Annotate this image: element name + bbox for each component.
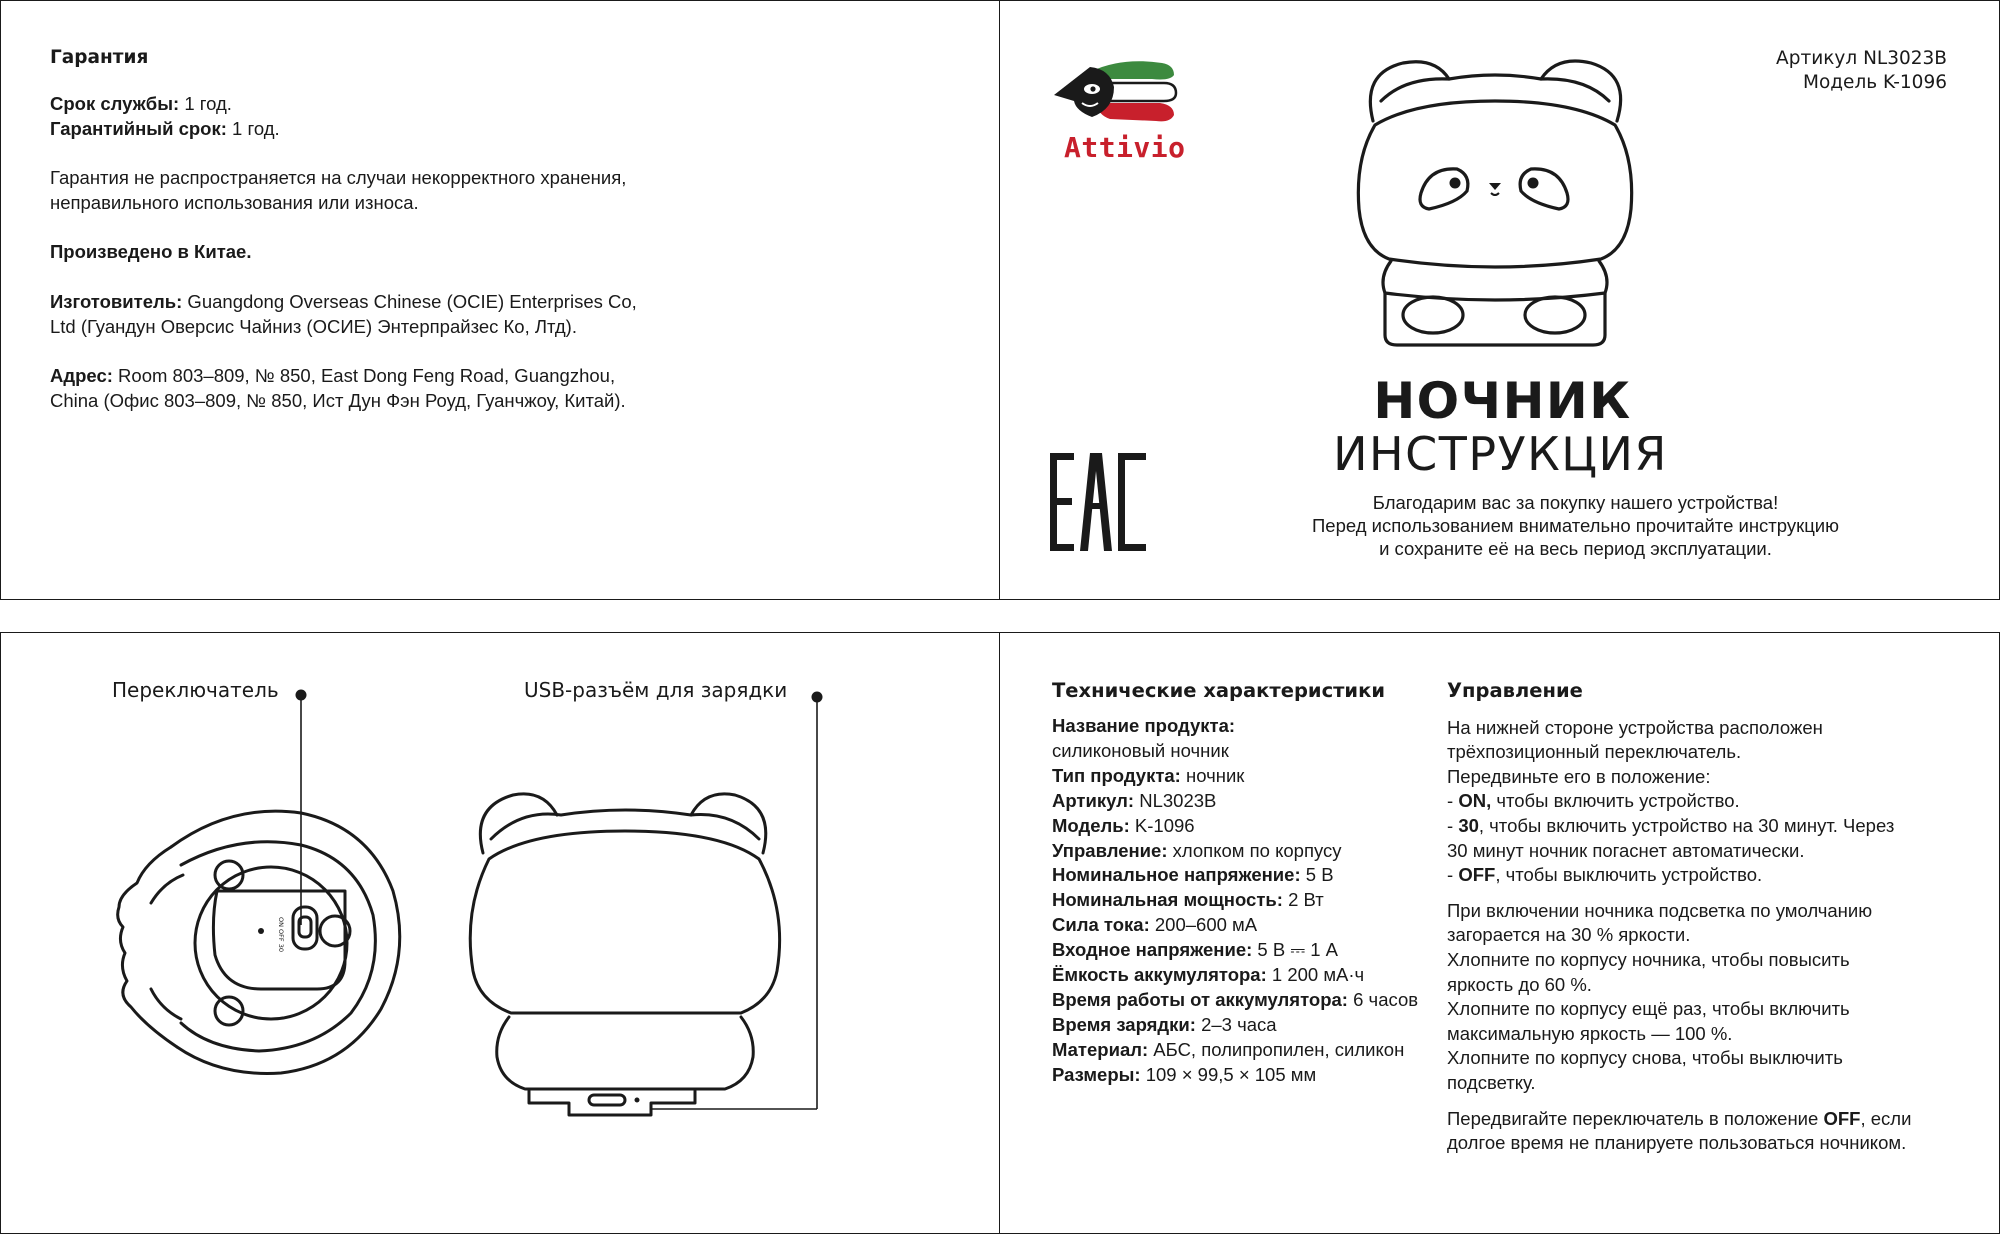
cover-panel (999, 0, 2000, 600)
on-text: чтобы включить устройство. (1491, 790, 1740, 812)
spec-value: K-1096 (1129, 814, 1195, 836)
spec-value: 6 часов (1347, 988, 1419, 1010)
control-p2-line6: максимальную яркость — 100 %. (1447, 1022, 1733, 1044)
specs-list (1052, 714, 1432, 1088)
spec-label: Входное напряжение: (1052, 939, 1253, 961)
spec-value: 2–3 часа (1195, 1013, 1277, 1035)
control-on-line (1447, 789, 1977, 814)
spec-label: Время работы от аккумулятора: (1052, 988, 1348, 1010)
spec-value: ночник (1180, 764, 1245, 786)
warranty-period-value: 1 год. (226, 117, 280, 139)
spec-label: Сила тока: (1052, 914, 1150, 936)
warranty-text (50, 47, 660, 438)
spec-label: Артикул: (1052, 789, 1135, 811)
spec-value: 5 В ⎓ 1 А (1252, 939, 1339, 961)
p3-text-b: , если (1860, 1107, 1912, 1129)
spec-row (1052, 839, 1432, 864)
t30-key: 30 (1458, 814, 1479, 836)
spec-value: 109 × 99,5 × 105 мм (1140, 1063, 1317, 1085)
article-block (1776, 47, 1947, 95)
specs-heading: Технические характеристики (1052, 679, 1385, 702)
brand-name-text: Attivio (1064, 131, 1186, 164)
control-p2-line7: Хлопните по корпусу снова, чтобы выключить (1447, 1047, 1843, 1069)
control-p1-line3: Передвиньте его в положение: (1447, 765, 1711, 787)
spec-row (1052, 938, 1432, 963)
control-p2-line1: При включении ночника подсветка по умолчанию (1447, 899, 1873, 921)
off-text: , чтобы выключить устройство. (1495, 864, 1763, 886)
spec-label: Управление: (1052, 839, 1168, 861)
control-p2-line4: яркость до 60 %. (1447, 973, 1592, 995)
control-p2-line5: Хлопните по корпусу ещё раз, чтобы включить (1447, 998, 1850, 1020)
warranty-panel (0, 0, 1000, 600)
spec-row (1052, 888, 1432, 913)
spec-row (1052, 863, 1432, 888)
spec-label: Тип продукта: (1052, 764, 1181, 786)
service-life-label: Срок службы: (50, 93, 180, 114)
control-p1-line1: На нижней стороне устройства расположен (1447, 716, 1823, 738)
intro-line-3: и сохраните её на весь период эксплуатации. (1379, 538, 1772, 559)
control-p3-line2: долгое время не планируете пользоваться ночником. (1447, 1132, 1907, 1154)
p3-key: OFF (1823, 1107, 1861, 1129)
on-prefix: - (1447, 790, 1459, 812)
intro-text (1000, 491, 2000, 560)
spec-row (1052, 1013, 1432, 1038)
spec-row (1052, 714, 1432, 739)
title-block (1000, 373, 2000, 479)
manual-subtitle: ИНСТРУКЦИЯ (1333, 427, 1668, 481)
spec-label: Номинальное напряжение: (1052, 864, 1301, 886)
spec-row (1052, 1063, 1432, 1088)
spec-row (1052, 789, 1432, 814)
control-p2-line3: Хлопните по корпусу ночника, чтобы повысить (1447, 948, 1850, 970)
manufacturer-value: Guangdong Overseas Chinese (OCIE) Enterprises Co, Ltd (Гуандун Оверсис Чайниз (OCИE) Энтерпрайзес Ко, Лтд). (50, 290, 637, 337)
spec-value: АБС, полипропилен, силикон (1148, 1038, 1405, 1060)
spec-row (1052, 988, 1432, 1013)
model-number: Модель K-1096 (1802, 72, 1947, 93)
article-number: Артикул NL3023B (1776, 48, 1947, 69)
brand-logo-mark (1052, 53, 1182, 133)
spec-value: силиконовый ночник (1052, 739, 1229, 761)
side-view-drawing (469, 781, 789, 1121)
spec-label: Размеры: (1052, 1063, 1141, 1085)
address (50, 364, 660, 413)
product-title: НОЧНИК (1373, 372, 1632, 430)
address-label: Адрес: (50, 365, 113, 387)
control-p1-line2: трёхпозиционный переключатель. (1447, 741, 1742, 763)
control-30-line2: 30 минут ночник погаснет автоматически. (1447, 839, 1805, 861)
spec-label: Материал: (1052, 1038, 1149, 1060)
specs-section (1052, 679, 1432, 1088)
usb-callout-label: USB-разъём для зарядки (524, 678, 788, 702)
brand-name (1064, 131, 1186, 164)
brand-logo (1052, 53, 1186, 164)
control-p2-line2: загорается на 30 % яркости. (1447, 924, 1691, 946)
switch-marking: ON OFF 30 (277, 917, 285, 952)
spec-label: Ёмкость аккумулятора: (1052, 964, 1267, 986)
spec-value: 2 Вт (1282, 889, 1324, 911)
off-key: OFF (1458, 864, 1496, 886)
address-value: Room 803–809, № 850, East Dong Feng Road, Guangzhou, China (Офис 803–809, № 850, Ист Дун Фэн Роуд, Гуанчжоу, Китай). (50, 365, 626, 411)
spec-row (1052, 764, 1432, 789)
warranty-service-life (50, 92, 660, 141)
manufacturer-label: Изготовитель: (50, 290, 183, 312)
off-prefix: - (1447, 864, 1459, 886)
made-in: Произведено в Китае. (50, 241, 252, 263)
spec-label: Модель: (1052, 814, 1130, 836)
spec-value: NL3023B (1134, 789, 1217, 811)
specs-control-panel (999, 632, 2000, 1234)
spec-row (1052, 963, 1432, 988)
spec-row (1052, 739, 1432, 764)
control-off-line (1447, 863, 1977, 888)
control-p3-line1 (1447, 1107, 1977, 1132)
spec-row (1052, 913, 1432, 938)
control-30-line (1447, 814, 1977, 839)
intro-line-2: Перед использованием внимательно прочитайте инструкцию (1311, 515, 1840, 536)
bottom-view-drawing (111, 803, 421, 1083)
service-life-value: 1 год. (179, 93, 232, 114)
t30-text: , чтобы включить устройство на 30 минут. Через (1478, 814, 1895, 836)
warranty-disclaimer: Гарантия не распространяется на случаи некорректного хранения, неправильного использования или износа. (50, 167, 627, 213)
p3-text-a: Передвигайте переключатель в положение (1447, 1107, 1824, 1129)
night-light-illustration (1345, 49, 1645, 349)
spec-label: Номинальная мощность: (1052, 889, 1283, 911)
spec-value: хлопком по корпусу (1167, 839, 1342, 861)
spec-row (1052, 1038, 1432, 1063)
control-heading: Управление (1447, 679, 1583, 702)
t30-prefix: - (1447, 814, 1459, 836)
on-key: ON, (1458, 790, 1492, 812)
warranty-period-label: Гарантийный срок: (50, 117, 227, 139)
spec-label: Время зарядки: (1052, 1013, 1196, 1035)
warranty-heading: Гарантия (50, 47, 149, 68)
switch-callout-label: Переключатель (112, 678, 279, 702)
spec-row (1052, 814, 1432, 839)
spec-value: 200–600 мА (1149, 914, 1258, 936)
spec-label: Название продукта: (1052, 715, 1236, 736)
spec-value: 1 200 мА·ч (1266, 964, 1365, 986)
control-p2-line8: подсветку. (1447, 1071, 1536, 1093)
manufacturer (50, 290, 660, 339)
diagram-panel (0, 632, 1000, 1234)
intro-line-1: Благодарим вас за покупку нашего устройства! (1372, 492, 1779, 513)
spec-value: 5 В (1300, 864, 1334, 886)
control-section (1447, 679, 1977, 1156)
